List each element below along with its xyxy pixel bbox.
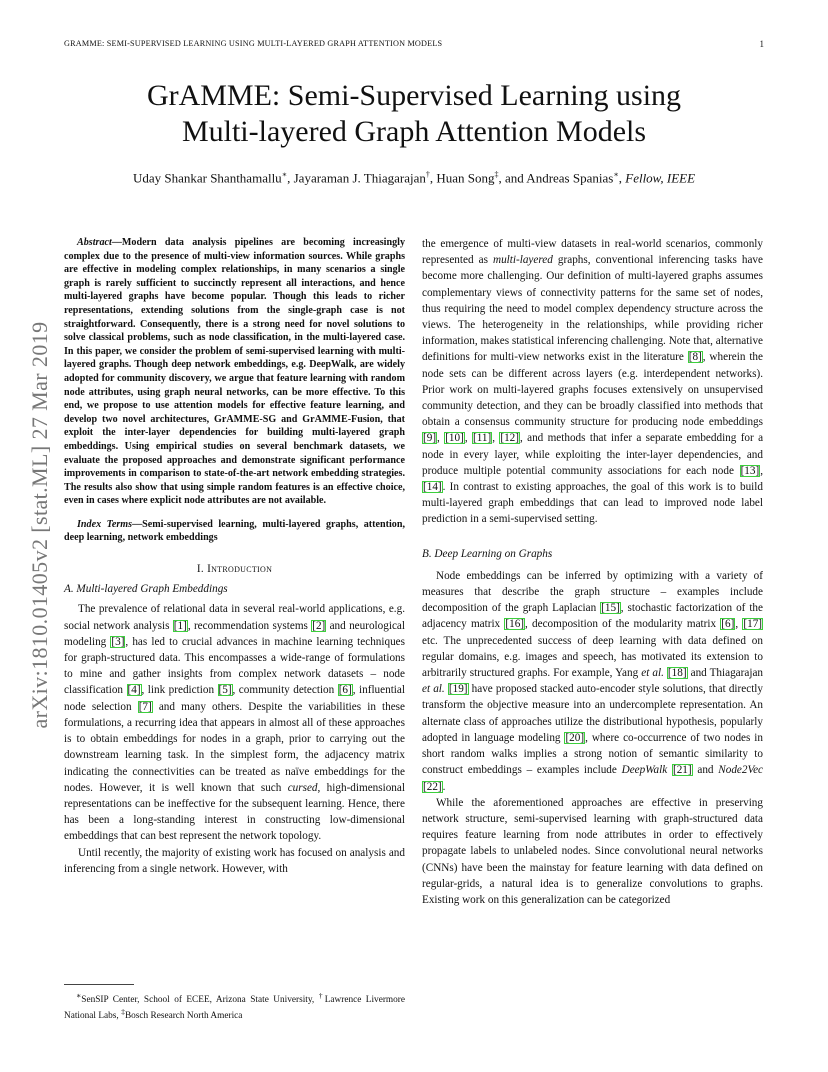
section-title: Introduction — [207, 563, 273, 576]
footnote-mark: † — [318, 991, 325, 1000]
intro-paragraph-1 — [64, 601, 405, 844]
text-run: have proposed stacked auto-encoder style solutions, that directly transform the objective measure into an undercomplete representation. An alternate class of approaches utilize the distributional hypothesis, popularly adopted in language modeling — [422, 683, 763, 744]
right-paragraph-1 — [422, 236, 763, 528]
text-run: , stochastic factorization of the adjacency matrix — [422, 602, 763, 631]
citation-link[interactable]: [17] — [743, 618, 763, 631]
text-run: , influential node selection — [64, 684, 405, 713]
index-terms — [64, 518, 405, 545]
left-column — [64, 236, 405, 877]
paper-title — [0, 78, 828, 150]
text-run: etc. The unprecedented success of deep learning with data defined on regular domains, e.g. images and speech, has motivated its extension to arbitrarily structured graphs. For example, Yang — [422, 634, 763, 680]
citation-link[interactable]: [6] — [338, 684, 352, 697]
emphasis: et al. — [641, 667, 664, 680]
text-run: and neurological modeling — [64, 619, 405, 648]
emphasis: et al. — [422, 683, 445, 696]
right-paragraph-3: While the aforementioned approaches are effective in preserving network structure, semi-supervised learning with graph-structured data requires feature learning from node attributes in order to effectively propagate labels to unlabeled nodes. Since convolutional neural networks (CNNs) have been the mainstay for feature learning with data defined on regular-grids, a natural idea is to generalize convolutions to graphs. Existing work on this generalization can be categorized — [422, 796, 763, 906]
author-3-mark: ‡ — [494, 170, 499, 179]
subsection-a-heading: A. Multi-layered Graph Embeddings — [64, 583, 228, 596]
emphasis: DeepWalk — [621, 764, 668, 777]
text-run: , recommendation systems — [187, 619, 312, 632]
abstract-label: Abstract — [77, 237, 112, 248]
text-run: , — [760, 464, 763, 477]
text-run: and many others. Despite the variabilities in these formulations, a recurring idea that appears in almost all of these approaches is to obtain embeddings for nodes in a graph, prior to carrying out the downstream learning task. In the simplest form, the adjacency matrix indicating the connectivities can be treated as naïve embeddings for the nodes. However, it is well known that such — [64, 700, 405, 794]
arxiv-stamp-text: arXiv:1810.01405v2 [stat.ML] 27 Mar 2019 — [27, 321, 52, 729]
text-run: and — [692, 764, 719, 777]
text-run: graphs, conventional inferencing tasks have become more challenging. Our definition of multi-layered graphs assumes complementary views of connectivity patterns for the same set of nodes, thus requiring the need to model complex dependency structure across the views. The heterogeneity in the relationships, while providing richer information, makes statistical inferencing challenging. Note that, alternative definitions for multi-view networks exist in the literature — [422, 254, 763, 364]
running-head: GRAMME: SEMI-SUPERVISED LEARNING USING MULTI-LAYERED GRAPH ATTENTION MODELS — [64, 39, 443, 48]
citation-link[interactable]: [15] — [601, 602, 620, 615]
author-4: , and Andreas Spanias — [498, 170, 614, 186]
citation-link[interactable]: [5] — [218, 684, 232, 697]
text-run: , and methods that infer a separate embedding for a node in every layer, while exploiting the inter-layer dependencies, and produce multiple potential community associations for each node — [422, 432, 764, 477]
right-paragraph-2 — [422, 568, 763, 795]
footnote-text: Bosch Research North America — [124, 1011, 243, 1022]
text-run: , — [735, 618, 743, 631]
author-list — [0, 170, 828, 186]
text-run: the emergence of multi-view datasets in real-world scenarios, commonly represented as — [422, 238, 763, 267]
citation-link[interactable]: [18] — [667, 667, 687, 680]
citation-link[interactable]: [12] — [500, 432, 519, 445]
affiliation-footnote — [64, 990, 405, 1022]
author-2: , Jayaraman J. Thiagarajan — [287, 170, 426, 186]
citation-link[interactable]: [19] — [448, 683, 468, 696]
author-sep: , — [618, 170, 626, 186]
citation-link[interactable]: [6] — [721, 618, 735, 631]
title-line-2: Multi-layered Graph Attention Models — [181, 115, 647, 148]
abstract — [64, 236, 405, 508]
subsection-b-heading: B. Deep Learning on Graphs — [422, 547, 553, 560]
text-run: Node embeddings can be inferred by optimizing with a variety of measures that describe the graph structure – examples include decomposition of the graph Laplacian — [422, 569, 763, 615]
title-line-1: GrAMME: Semi-Supervised Learning using — [146, 79, 682, 112]
text-run: The prevalence of relational data in several real-world applications, e.g. social network analysis — [64, 603, 405, 632]
section-numeral: I. — [196, 563, 208, 576]
citation-link[interactable]: [16] — [505, 618, 525, 631]
text-run: , — [464, 432, 472, 445]
text-run: . — [442, 780, 446, 793]
page-number: 1 — [759, 39, 764, 49]
author-2-mark: † — [425, 170, 430, 179]
citation-link[interactable]: [7] — [138, 700, 152, 713]
fellow-label: Fellow, IEEE — [625, 170, 696, 186]
citation-link[interactable]: [13] — [740, 464, 760, 477]
text-run: , — [492, 432, 500, 445]
emphasis: Node2Vec — [718, 764, 764, 777]
intro-paragraph-2: Until recently, the majority of existing work has focused on analysis and inferencing from a single network. However, with — [64, 846, 405, 875]
author-3: , Huan Song — [429, 170, 495, 186]
citation-link[interactable]: [20] — [565, 731, 585, 744]
author-1: Uday Shankar Shanthamallu — [132, 170, 282, 186]
text-run: , high-dimensional representations can be ineffective for the subsequent learning. Hence, there has been a long-standing interest in constructing low-dimensional embeddings that can best represent the network topology. — [64, 781, 405, 843]
citation-link[interactable]: [10] — [445, 432, 464, 445]
footnote-rule — [64, 984, 134, 985]
citation-link[interactable]: [3] — [111, 635, 125, 648]
author-1-mark: ∗ — [281, 170, 288, 179]
arxiv-stamp — [20, 280, 60, 770]
text-run: , link prediction — [141, 684, 218, 697]
text-run: , — [437, 432, 445, 445]
citation-link[interactable]: [11] — [472, 432, 492, 445]
text-run: , community detection — [232, 684, 338, 697]
index-terms-text: —Semi-supervised learning, multi-layered graphs, attention, deep learning, network embeddings — [64, 518, 405, 544]
text-run: . In contrast to existing approaches, the goal of this work is to build multi-layered graph embeddings that can lead to improved node label prediction in a semi-supervised setting. — [422, 481, 763, 526]
footnote-mark: ∗ — [76, 991, 82, 1000]
footnote-mark: ‡ — [121, 1007, 125, 1017]
index-terms-label: Index Terms — [77, 518, 133, 530]
citation-link[interactable]: [21] — [672, 764, 692, 777]
citation-link[interactable]: [2] — [312, 619, 326, 632]
right-column — [422, 236, 763, 908]
citation-link[interactable]: [9] — [423, 432, 437, 445]
text-run: , wherein the node sets can be different across layers (e.g. interdependent networks). Prior work on multi-layered graphs focuses extensively on unsupervised community detection, and they can be broadly classified into methods that obtain a consensus community structure for producing node embeddings — [422, 351, 763, 429]
author-4-mark: ∗ — [613, 170, 619, 179]
footnote-text: Lawrence Livermore National Labs, — [64, 995, 406, 1022]
citation-link[interactable]: [4] — [127, 684, 141, 697]
emphasis: multi-layered — [493, 254, 553, 267]
abstract-text: —Modern data analysis pipelines are becoming increasingly complex due to the presence of multi-view information sources. While graphs are effective in modeling complex relationships, in many scenarios a single graph is rarely sufficient to succinctly represent all interactions, and hence multi-layered graphs have become popular. Though this leads to richer representations, extending solutions from the single-graph case is not straightforward. Consequently, there is a strong need for novel solutions to solve classical problems, such as node classification, in the multi-layered case. In this paper, we consider the problem of semi-supervised learning with multi-layered graphs. Though deep network embeddings, e.g. DeepWalk, are widely adopted for community discovery, we argue that feature learning with random node attributes, using graph neural networks, can be more effective. To this end, we propose to use attention models for effective feature learning, and develop two novel architectures, GrAMME-SG and GrAMME-Fusion, that exploit the inter-layer dependencies for building multi-layered graph embeddings. Using empirical studies on several benchmark datasets, we evaluate the proposed approaches and demonstrate significant performance improvements in comparison to state-of-the-art network embedding strategies. The results also show that using simple random features is an effective choice, even in cases where explicit node attributes are not available. — [64, 237, 405, 507]
text-run: , has led to crucial advances in machine learning techniques for graph-structured data. This encompasses a wide-range of formulations to mine and gather insights from complex network datasets – node classification — [64, 635, 405, 697]
text-run: and Thiagarajan — [687, 667, 764, 680]
text-run: , where co-occurrence of two nodes in short random walks implies a strong notion of semantic similarity to construct embeddings – examples include — [422, 731, 763, 777]
citation-link[interactable]: [14] — [423, 481, 442, 494]
text-run: , decomposition of the modularity matrix — [525, 618, 721, 631]
citation-link[interactable]: [8] — [688, 351, 702, 364]
citation-link[interactable]: [1] — [173, 619, 187, 632]
footnote-text: SenSIP Center, School of ECEE, Arizona State University, — [81, 995, 319, 1006]
citation-link[interactable]: [22] — [423, 780, 442, 793]
cursed-term: cursed — [287, 781, 318, 794]
section-heading — [64, 561, 405, 577]
